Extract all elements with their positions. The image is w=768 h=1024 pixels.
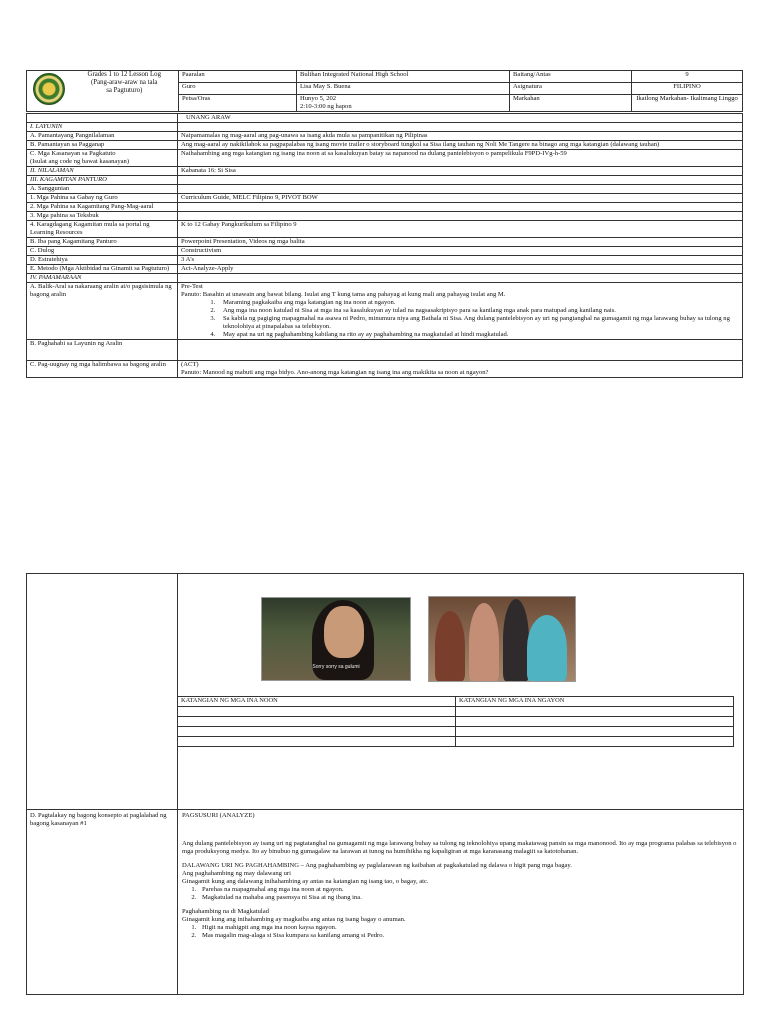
quarter-value: Ikatlong Markahan- Ikalimang Linggo xyxy=(632,95,743,112)
log-title-line-3: sa Pagtuturo) xyxy=(106,87,143,94)
review-list xyxy=(181,299,739,339)
review-label: A. Balik-Aral sa nakaraang aralin at/o pagsisimula ng bagong aralin xyxy=(27,283,178,340)
examples-content xyxy=(178,361,743,378)
page2-divider xyxy=(27,809,743,810)
lesson-row xyxy=(27,185,743,194)
review-instruction: Panuto: Basahin at unawain ang bawat bilang. Isulat ang T kung tama ang pahayag at kung mali ang pahayag isulat ang M. xyxy=(181,291,506,298)
row-label: 2. Mga Pahina sa Kagamitang Pang-Mag-aaral xyxy=(27,203,178,212)
review-item: 3. Sa kabila ng pagiging mapagmahal na asawa ni Pedro, minumura niya ang Bathala ni Sisa. Ang dulang pantelebisyon ay uri ng pangtanghal na gumagamit ng mga larawang buhay sa tulong ng teknolohiya at pinapalabas sa telebisyon. xyxy=(217,315,739,331)
subject-label: Asignatura xyxy=(510,83,632,95)
date-label: Petsa/Oras xyxy=(179,95,297,112)
date-value: Hunyo 5, 202 2:10-3:00 ng hapon xyxy=(297,95,510,112)
review-item: 2. Ang mga ina noon katulad ni Sisa at mga ina sa kasalukuyan ay tulad na nagsasakripisyo para sa kanilang mga anak para matupad ang kanilang nais. xyxy=(217,307,739,315)
day-label-spacer xyxy=(27,114,178,123)
row-label: 4. Karagdagang Kagamitan mula sa portal ng Learning Resources xyxy=(27,221,178,238)
examples-text: Panuto: Manood ng mabuti ang mga bidyo. Ano-anong mga katangian ng isang ina ang makikita sa noon at ngayon? xyxy=(181,369,489,376)
compare-cell[interactable] xyxy=(178,707,456,717)
video-caption: Sorry sorry sa gulumi xyxy=(312,664,360,670)
row-value xyxy=(178,274,743,283)
lesson-row xyxy=(27,256,743,265)
lesson-row xyxy=(27,132,743,141)
section-title: IV. PAMAMARAAN xyxy=(27,274,178,283)
video-still-family[interactable] xyxy=(428,596,576,682)
lesson-log-page-1 xyxy=(26,70,742,378)
compare-cell[interactable] xyxy=(178,717,456,727)
row-label: E. Metodo (Mga Aktibidad na Ginamit sa Pagtuturo) xyxy=(27,265,178,274)
compare-cell[interactable] xyxy=(178,737,456,747)
teacher-label: Guro xyxy=(179,83,297,95)
examples-heading: (ACT) xyxy=(181,361,199,368)
comparison-table xyxy=(177,696,734,747)
lesson-table xyxy=(26,113,743,378)
section-row xyxy=(27,123,743,132)
row-value: Naihahambing ang mga katangian ng isang ina noon at sa kasalukuyan batay sa napanood na dulang pantelebisyon o pampelikula F9PD-IVg-h-59 xyxy=(178,150,743,167)
dissimilar-item: 1. Higit na mahigpit ang mga ina noon kaysa ngayon. xyxy=(198,924,738,932)
section-row xyxy=(27,274,743,283)
subject-value: FILIPINO xyxy=(632,83,743,95)
day-label: UNANG ARAW xyxy=(178,114,743,123)
compare-cell[interactable] xyxy=(456,707,734,717)
row-value: K to 12 Gabay Pangkurikulum sa Filipino 9 xyxy=(178,221,743,238)
grade-value: 9 xyxy=(632,71,743,83)
teacher-value: Lisa May S. Buena xyxy=(297,83,510,95)
school-label: Paaralan xyxy=(179,71,297,83)
row-value: 3 A's xyxy=(178,256,743,265)
row-value: Curriculum Guide, MELC Filipino 9, PIVOT BOW xyxy=(178,194,743,203)
compare-cell[interactable] xyxy=(456,717,734,727)
row-value: Act-Analyze-Apply xyxy=(178,265,743,274)
dissimilar-heading: Paghahambing na di Magkatulad xyxy=(182,908,269,915)
similar-list xyxy=(182,886,738,902)
row-label: B. Pamantayan sa Pagganap xyxy=(27,141,178,150)
lesson-row xyxy=(27,265,743,274)
two-types-paragraph xyxy=(182,862,738,870)
compare-header-past: KATANGIAN NG MGA INA NOON xyxy=(178,697,456,707)
school-value: Bulihan Integrated National High School xyxy=(297,71,510,83)
compare-cell[interactable] xyxy=(178,727,456,737)
grade-label: Baitang/Antas xyxy=(510,71,632,83)
row-value xyxy=(178,212,743,221)
lesson-row xyxy=(27,212,743,221)
row-value xyxy=(178,176,743,185)
row-label: B. Iba pang Kagamitang Panturo xyxy=(27,238,178,247)
person-shape xyxy=(503,599,529,681)
row-value: Ang mag-aaral ay nakikilahok sa pagpapalabas ng isang movie trailer o storyboard tungkol sa Sisa ilang tauhan ng Noli Me Tangere na binago ang mga katangian (dalawang tauhan) xyxy=(178,141,743,150)
row-label: C. Dulog xyxy=(27,247,178,256)
review-heading: Pre-Test xyxy=(181,283,203,290)
lesson-row xyxy=(27,238,743,247)
lesson-log-page-2 xyxy=(26,573,744,995)
dissimilar-item: 2. Mas magalin mag-alaga si Sisa kumpara sa kanilang amang si Pedro. xyxy=(198,932,738,940)
face-shape xyxy=(324,606,364,658)
analyze-paragraph: Ang dulang pantelebisyon ay isang uri ng pagtatanghal na gumagamit ng mga larawang buhay sa tulong ng teknolohiya upang makatawag pansin sa mga manonood. Ito ay mga programa palabas sa telebisyon o mga produksyong medya. Ito ay binubuo ng gumagalaw na larawan at tunog na humihikha ng kapaligiran at mga karanasang malagiit sa katotohanan. xyxy=(182,840,737,855)
school-seal-logo xyxy=(33,73,65,105)
section-title: III. KAGAMITAN PANTURO xyxy=(27,176,178,185)
row-label: 3. Mga pahina sa Teksbuk xyxy=(27,212,178,221)
row-label: 1. Mga Pahina sa Gabay ng Guro xyxy=(27,194,178,203)
similar-text: Ginagamit kung ang dalawang inihahambing ay antas na katangian ng isang tao, o bagay, atc. xyxy=(182,878,429,885)
row-value: Constructivism xyxy=(178,247,743,256)
two-types-text: – Ang paghahambing ay paglalarawan ng kaibahan at pagkakatulad ng dalawa o higit pang mga bagay. xyxy=(299,862,572,869)
person-shape xyxy=(527,615,567,681)
purpose-label: B. Paghahabi sa Layunin ng Aralin xyxy=(27,340,178,361)
dissimilar-list xyxy=(182,924,738,940)
header-table xyxy=(26,70,743,112)
person-shape xyxy=(435,611,465,681)
row-value: Naipamamalas ng mag-aaral ang pag-unawa sa isang akda mula sa pampanitikan ng Pilipinas xyxy=(178,132,743,141)
compare-cell[interactable] xyxy=(456,727,734,737)
review-content xyxy=(178,283,743,340)
analyze-section xyxy=(182,812,738,940)
discussion-label: D. Pagtalakay ng bagong konsepto at paglalahad ng bagong kasanayan #1 xyxy=(30,812,167,827)
compare-header-present: KATANGIAN NG MGA INA NGAYON xyxy=(456,697,734,707)
quarter-label: Markahan xyxy=(510,95,632,112)
similar-item: 1. Parehas na mapagmahal ang mga ina noon at ngayon. xyxy=(198,886,738,894)
lesson-row xyxy=(27,150,743,167)
section-title: II. NILALAMAN xyxy=(27,167,178,176)
log-title xyxy=(71,71,179,112)
compare-cell[interactable] xyxy=(456,737,734,747)
school-logo-cell xyxy=(27,71,71,112)
two-types-heading: DALAWANG URI NG PAGHAHAMBING xyxy=(182,862,299,869)
examples-label: C. Pag-uugnay ng mga halimbawa sa bagong aralin xyxy=(27,361,178,378)
row-value xyxy=(178,203,743,212)
purpose-value xyxy=(178,340,743,361)
row-label: C. Mga Kasanayan sa Pagkatuto (Isulat ang code ng bawat kasanayan) xyxy=(27,150,178,167)
analyze-heading: PAGSUSURI (ANALYZE) xyxy=(182,812,255,819)
section-title: I. LAYUNIN xyxy=(27,123,178,132)
row-value xyxy=(178,123,743,132)
section-row xyxy=(27,176,743,185)
review-item: 4. May apat na uri ng paghahambing kabilang na rito ay ay paghahambing na magkatulad at hindi magkatulad. xyxy=(217,331,739,339)
lesson-row xyxy=(27,203,743,212)
lesson-row xyxy=(27,141,743,150)
page2-left-column xyxy=(27,574,178,994)
person-shape xyxy=(469,603,499,681)
lesson-row xyxy=(27,247,743,256)
lesson-row xyxy=(27,221,743,238)
similar-item: 2. Magkatulad na mahaba ang pasensya ni Sisa at ng ibang ina. xyxy=(198,894,738,902)
row-value: Powerpoint Presentation, Videos ng mga balita xyxy=(178,238,743,247)
row-value xyxy=(178,185,743,194)
review-item: 1. Maraming pagkakaiba ang mga katangian ng ina noon at ngayon. xyxy=(217,299,739,307)
similar-heading: Ang paghahambing ng may dalawang uri xyxy=(182,870,291,877)
row-value: Kabanata 16: Si Sisa xyxy=(178,167,743,176)
dissimilar-text: Ginagamit kung ang inihahambing ay magkaiba ang antas ng isang bagay o anuman. xyxy=(182,916,406,923)
row-label: A. Sanggunian xyxy=(27,185,178,194)
row-label: A. Pamantayang Pangnilalaman xyxy=(27,132,178,141)
section-row xyxy=(27,167,743,176)
log-title-line-1: Grades 1 to 12 Lesson Log xyxy=(87,71,161,78)
row-label: D. Estratehiya xyxy=(27,256,178,265)
lesson-row xyxy=(27,194,743,203)
log-title-line-2: (Pang-araw-araw na tala xyxy=(91,79,158,86)
video-still-sisa[interactable] xyxy=(261,597,411,681)
